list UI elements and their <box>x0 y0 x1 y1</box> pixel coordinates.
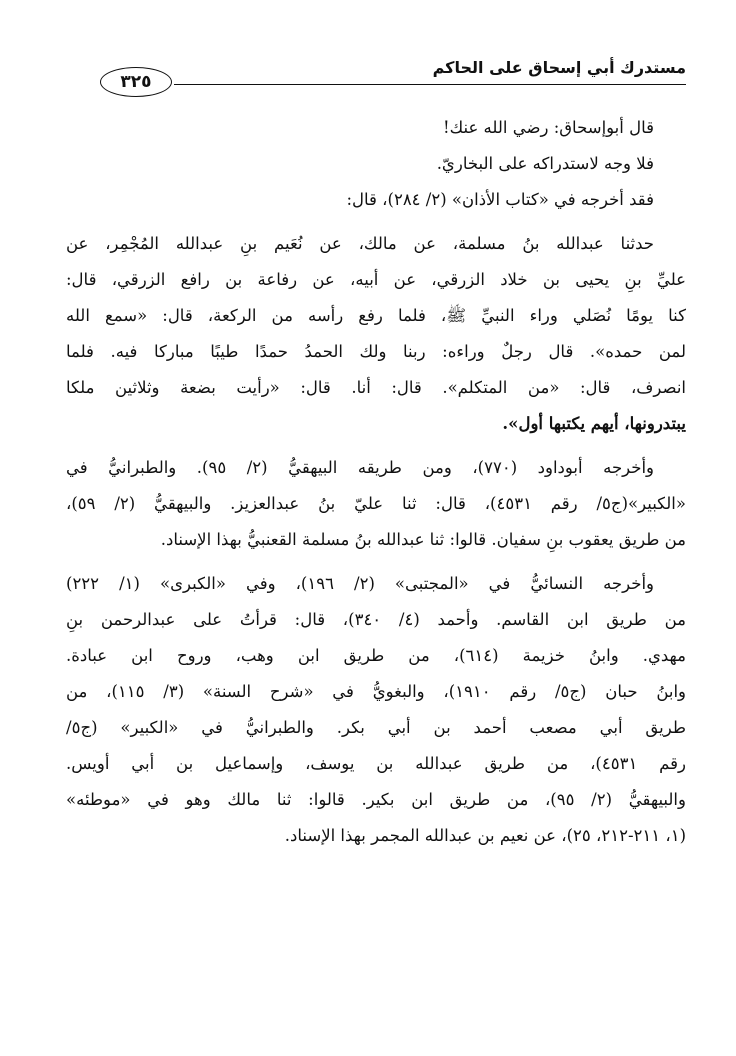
text-line: عليِّ بنِ يحيى بن خلاد الزرقي، عن أبيه، عن رفاعة بن رافع الزرقي، قال: <box>66 270 686 289</box>
paragraph-takhrij-2 <box>66 566 686 854</box>
paragraph-commentary-opening <box>66 110 686 146</box>
text-line: فلا وجه لاستدراكه على البخاريّ. <box>436 154 654 173</box>
main-text <box>66 110 686 854</box>
text-line: رقم ٤٥٣١)، من طريق عبدالله بن يوسف، وإسماعيل بن أبي أويس. <box>66 754 686 773</box>
paragraph-source-citation <box>66 182 686 218</box>
text-line: قال أبوإسحاق: رضي الله عنك! <box>442 118 654 137</box>
text-line: (١، ٢١١-٢١٢، ٢٥)، عن نعيم بن عبدالله المجمر بهذا الإسناد. <box>284 826 686 845</box>
text-line: وأخرجه أبوداود (٧٧٠)، ومن طريقه البيهقيُّ (٢/ ٩٥). والطبرانيُّ في <box>66 458 654 477</box>
paragraph-hadith <box>66 226 686 442</box>
text-line: وابنُ حبان (ج٥/ رقم ١٩١٠)، والبغويُّ في «شرح السنة» (٣/ ١١٥)، من <box>66 682 686 701</box>
text-line: لمن حمده». قال رجلٌ وراءه: ربنا ولك الحمدُ حمدًا طيبًا مباركا فيه. فلما <box>66 342 686 361</box>
text-line: من طريق ابن القاسم. وأحمد (٤/ ٣٤٠)، قال: قرأتُ على عبدالرحمن بنِ <box>66 610 686 629</box>
text-line: والبيهقيُّ (٢/ ٩٥)، من طريق ابن بكير. قالوا: ثنا مالك وهو في «موطئه» <box>66 790 686 809</box>
text-line: يبتدرونها، أيهم يكتبها أول». <box>502 414 686 433</box>
text-line: مهدي. وابنُ خزيمة (٦١٤)، من طريق ابن وهب، وروح ابن عبادة. <box>66 646 686 665</box>
page-number: ٣٢٥ <box>100 67 172 97</box>
text-line: كنا يومًا نُصَلي وراء النبيِّ ﷺ، فلما رفع رأسه من الركعة، قال: «سمع الله <box>66 306 686 325</box>
text-line: انصرف، قال: «من المتكلم». قال: أنا. قال: «رأيت بضعة وثلاثين ملكا <box>66 378 686 397</box>
book-title: مستدرك أبي إسحاق على الحاكم <box>432 58 686 77</box>
text-line: وأخرجه النسائيُّ في «المجتبى» (٢/ ١٩٦)، وفي «الكبرى» (١/ ٢٢٢) <box>66 574 654 593</box>
text-line: فقد أخرجه في «كتاب الأذان» (٢/ ٢٨٤)، قال: <box>346 190 654 209</box>
text-line: حدثنا عبدالله بنُ مسلمة، عن مالك، عن نُعَيم بنِ عبدالله المُجْمِر، عن <box>66 234 654 253</box>
text-line: «الكبير»(ج٥/ رقم ٤٥٣١)، قال: ثنا عليّ بنُ عبدالعزيز. والبيهقيُّ (٢/ ٥٩)، <box>66 494 686 513</box>
paragraph-gap <box>66 442 686 450</box>
running-header <box>66 54 686 94</box>
paragraph-gap <box>66 218 686 226</box>
paragraph-commentary <box>66 146 686 182</box>
text-line: من طريق يعقوب بنِ سفيان. قالوا: ثنا عبدالله بنُ مسلمة القعنبيُّ بهذا الإسناد. <box>160 530 686 549</box>
text-line: طريق أبي مصعب أحمد بن أبي بكر. والطبرانيُّ في «الكبير» (ج٥/ <box>66 718 686 737</box>
paragraph-takhrij-1 <box>66 450 686 558</box>
paragraph-gap <box>66 558 686 566</box>
header-rule <box>174 84 686 85</box>
